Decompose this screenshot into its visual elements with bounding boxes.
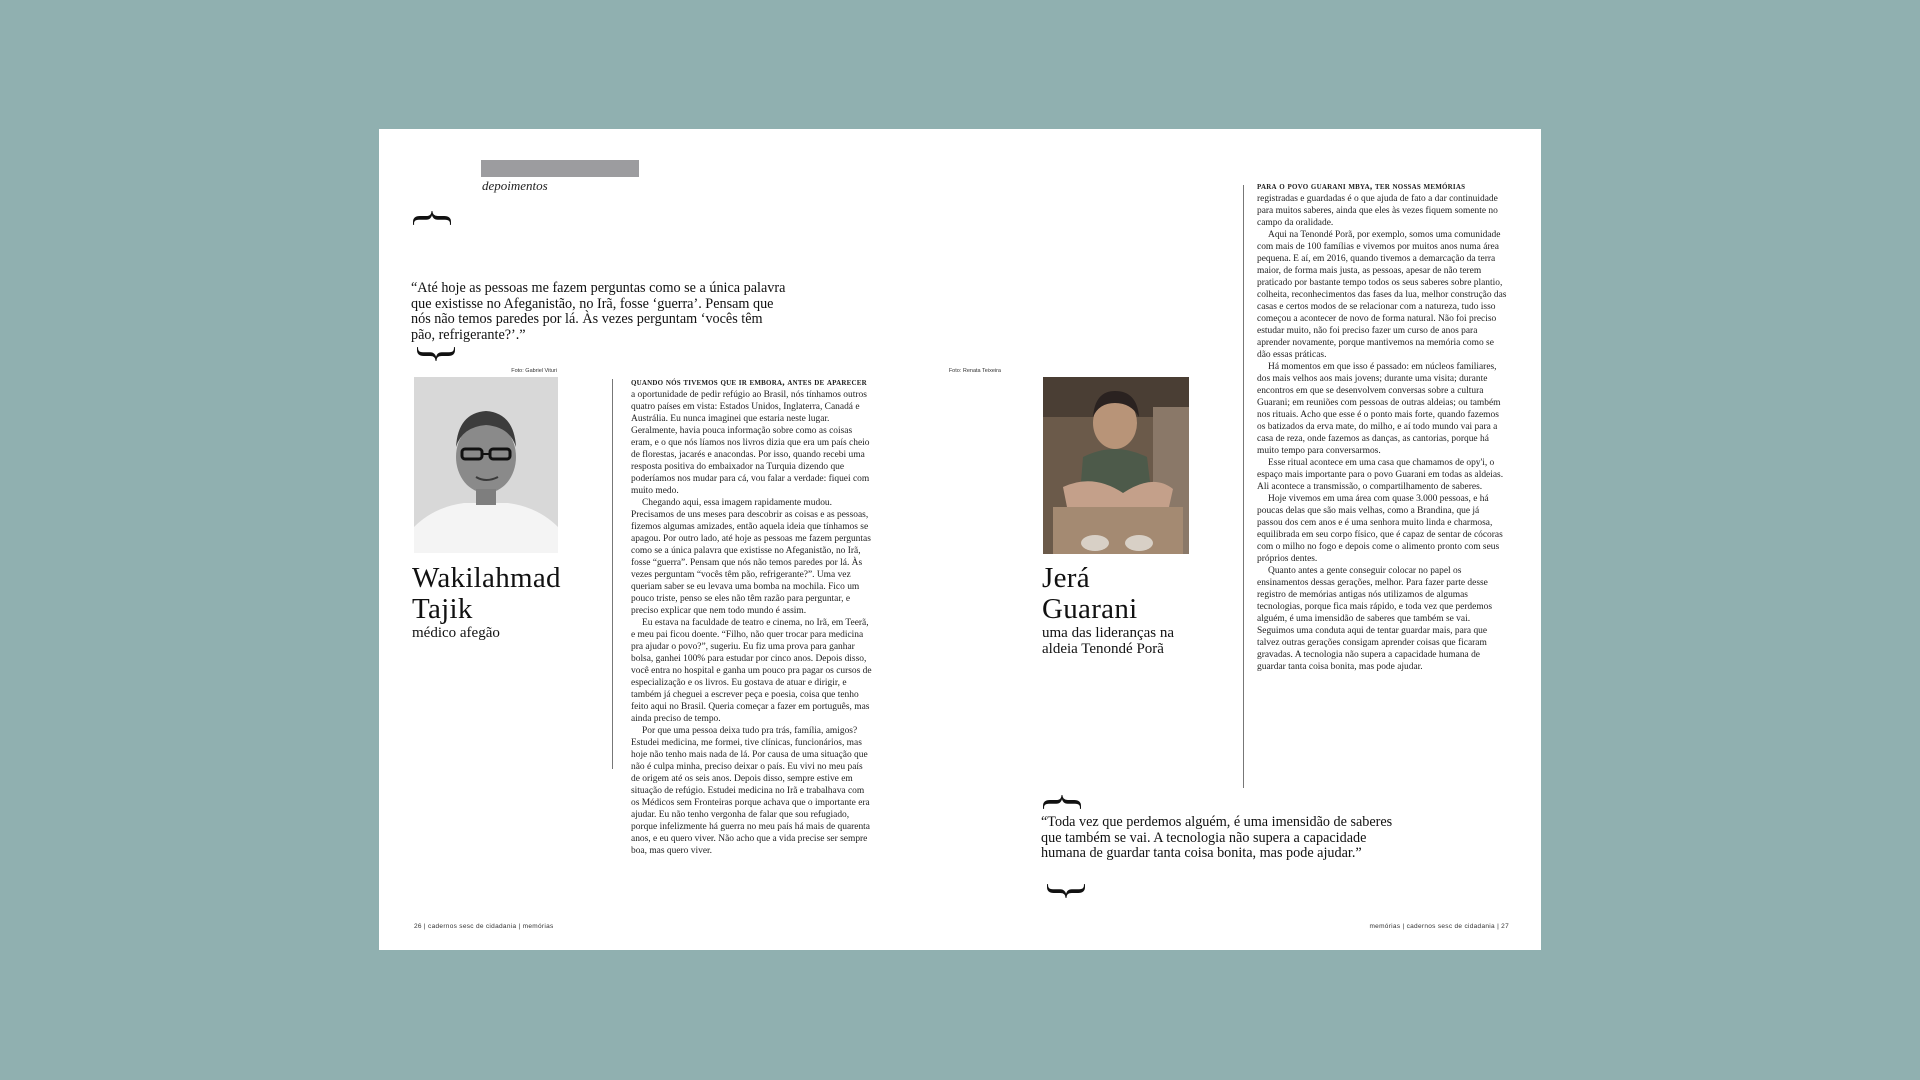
paragraph: Hoje vivemos em uma área com quase 3.000 pessoas, e há poucas delas que são mais velhas, como a Brandina, que já passou dos cem anos e é uma senhora muito linda e charmosa, equilibrada em seu corpo físico, que é capaz de sentar de cócoras com o milho no fogo e depois come o alimento pronto com seus próprios dentes.	[1257, 494, 1503, 564]
column-divider-right	[1243, 185, 1244, 788]
section-label: depoimentos	[482, 178, 548, 193]
person-first-name: Jerá	[1042, 562, 1090, 594]
person-first-name: Wakilahmad	[412, 562, 561, 594]
page-footer-left: 26 | cadernos sesc de cidadania | memórias	[414, 923, 554, 930]
magazine-spread	[379, 129, 1541, 950]
pull-quote-left: “Até hoje as pessoas me fazem perguntas como se a única palavra que existisse no Afeganistão, no Irã, fosse ‘guerra’. Pensam que nós não temos paredes por lá. Às vezes perguntam ‘vocês têm pão, refrigerante?’.”	[411, 280, 786, 343]
paragraph: Por que uma pessoa deixa tudo pra trás, família, amigos? Estudei medicina, me formei, tive clínicas, funcionários, mas hoje não tenho mais nada de lá. Por causa de uma situação que não é culpa minha, preciso deixar o país. Eu vivi no meu país de origem até os seis anos. Depois disso, sempre estive em situação de refúgio. Estudei medicina no Irã e trabalhava com os Médicos sem Fronteiras porque achava que o importante era ajudar. Eu não tenho vergonha de falar que sou refugiado, porque infelizmente há guerra no meu país há mais de quarenta anos, e eu quero viver. Não acho que a vida precise ser sempre boa, mas quero viver.	[631, 726, 870, 856]
person-role-right	[1042, 625, 1174, 657]
portrait-photo-wakilahmad	[414, 377, 558, 553]
paragraph: a oportunidade de pedir refúgio ao Brasil, nós tínhamos outros quatro países em vista: Estados Unidos, Inglaterra, Canadá e Austrália. Eu nunca imaginei que estaria neste lugar. Geralmente, havia pouca informação sobre como as coisas eram, e o que nós líamos nos livros dizia que era um país cheio de florestas, jacarés e anacondas. Por isso, quando recebi uma resposta positiva do embaixador na Turquia dizendo que poderíamos nos mudar para cá, vou falar a verdade: fiquei com muito medo.	[631, 390, 870, 496]
paragraph: Eu estava na faculdade de teatro e cinema, no Irã, em Teerã, e meu pai ficou doente. “Filho, não quer trocar para medicina pra ajudar o povo?”, sugeriu. Eu fiz uma prova para ganhar bolsa, ganhei 100% para estudar por cinco anos. Depois disso, você entra no hospital e ganha um pouco pra pagar os cursos de especialização e os livros. Eu gostava de atuar e dirigir, e também já cheguei a escrever peça e poesia, coisa que tenho feito aqui no Brasil. Queria começar a fazer em português, mas ainda preciso de tempo.	[631, 618, 872, 724]
brace-close-icon: {	[408, 342, 459, 365]
paragraph: Quanto antes a gente conseguir colocar no papel os ensinamentos dessas gerações, melhor. Para fazer parte desse registro de memórias antigas nós utilizamos de algumas tecnologias, porque fica mais rápido, e toda vez que perdemos alguém, é uma imensidão de saberes que também se vai. Seguimos uma conduta aqui de tentar guardar mais, para que talvez outras gerações consigam aprender coisas que ficaram gravadas. A tecnologia não supera a capacidade humana de guardar tanta coisa bonita, mas pode ajudar.	[1257, 566, 1493, 672]
paragraph: Aqui na Tenondé Porã, por exemplo, somos uma comunidade com mais de 100 famílias e vivemos por muitos anos numa área pequena. E aí, em 2016, quando tivemos a demarcação da terra maior, de forma mais justa, as pessoas, apesar de não terem praticado por bastante tempo todos os seus saberes sobre plantio, colheita, reconhecimentos das fases da lua, melhor construção das casas e certos modos de se relacionar com a natureza, tudo isso começou a acontecer de novo de forma natural. Não foi preciso estudar muito, não foi preciso fazer um curso de anos para aprender novamente, porque mantivemos na memória como se dão essas práticas.	[1257, 230, 1507, 360]
portrait-photo-jera	[1043, 377, 1189, 554]
person-name-left	[412, 563, 561, 625]
person-role-left: médico afegão	[412, 625, 500, 641]
paragraph: Chegando aqui, essa imagem rapidamente mudou. Precisamos de uns meses para descobrir as coisas e as pessoas, fizemos algumas amizades, então aquela ideia que tínhamos se apagou. Por outro lado, até hoje as pessoas me fazem perguntas como se a única palavra que existisse no Afeganistão, no Irã, fosse “guerra”. Pensam que nós não temos paredes por lá. Às vezes perguntam “vocês têm pão, refrigerante?”. Uma vez queriam saber se eu levava uma bomba na mochila. Fico um pouco triste, penso se eles não têm razão para perguntar, e preciso explicar que nem todo mundo é assim.	[631, 498, 871, 616]
lead-in: quando nós tivemos que ir embora, antes de aparecer	[631, 378, 867, 388]
pull-quote-right: “Toda vez que perdemos alguém, é uma imensidão de saberes que também se vai. A tecnologia não supera a capacidade humana de guardar tanta coisa bonita, mas pode ajudar.”	[1041, 814, 1393, 861]
brace-close-icon: {	[1038, 879, 1089, 902]
article-body-left	[631, 377, 873, 857]
person-last-name: Tajik	[412, 593, 473, 625]
photo-credit-right: Foto: Renata Teixeira	[948, 368, 1001, 374]
page-footer-right: memórias | cadernos sesc de cidadania | 27	[1369, 923, 1509, 930]
photo-credit-left: Foto: Gabriel Vituri	[511, 368, 557, 374]
column-divider-left	[612, 379, 613, 769]
role-line-2: aldeia Tenondé Porã	[1042, 641, 1164, 657]
article-body-right	[1257, 181, 1507, 673]
person-name-right	[1042, 563, 1138, 625]
portrait-image	[1043, 377, 1189, 554]
section-color-bar	[481, 160, 639, 177]
portrait-image	[414, 377, 558, 553]
person-last-name: Guarani	[1042, 593, 1138, 625]
brace-open-icon: {	[409, 207, 460, 230]
paragraph: registradas e guardadas é o que ajuda de fato a dar continuidade para muitos saberes, ainda que eles às vezes fiquem somente no campo da oralidade.	[1257, 194, 1498, 228]
brace-open-icon: {	[1039, 791, 1090, 814]
lead-in: para o povo guarani mbya, ter nossas memórias	[1257, 182, 1466, 192]
paragraph: Há momentos em que isso é passado: em núcleos familiares, dos mais velhos aos mais jovens; durante uma visita; durante encontros em que se desenvolvem conversas sobre a cultura Guarani; em reuniões com pessoas de outras aldeias; ou também nos rituais. Acho que esse é o ponto mais forte, quando fazemos os batizados da erva mate, do milho, e aí todo mundo vai para a casa de reza, onde fazemos as danças, as cantorias, porque há muito tempo para conversarmos.	[1257, 362, 1501, 456]
role-line-1: uma das lideranças na	[1042, 625, 1175, 641]
paragraph: Esse ritual acontece em uma casa que chamamos de opy'i, o espaço mais importante para o povo Guarani em todas as aldeias. Ali acontece a transmissão, o compartilhamento de saberes.	[1257, 458, 1504, 492]
